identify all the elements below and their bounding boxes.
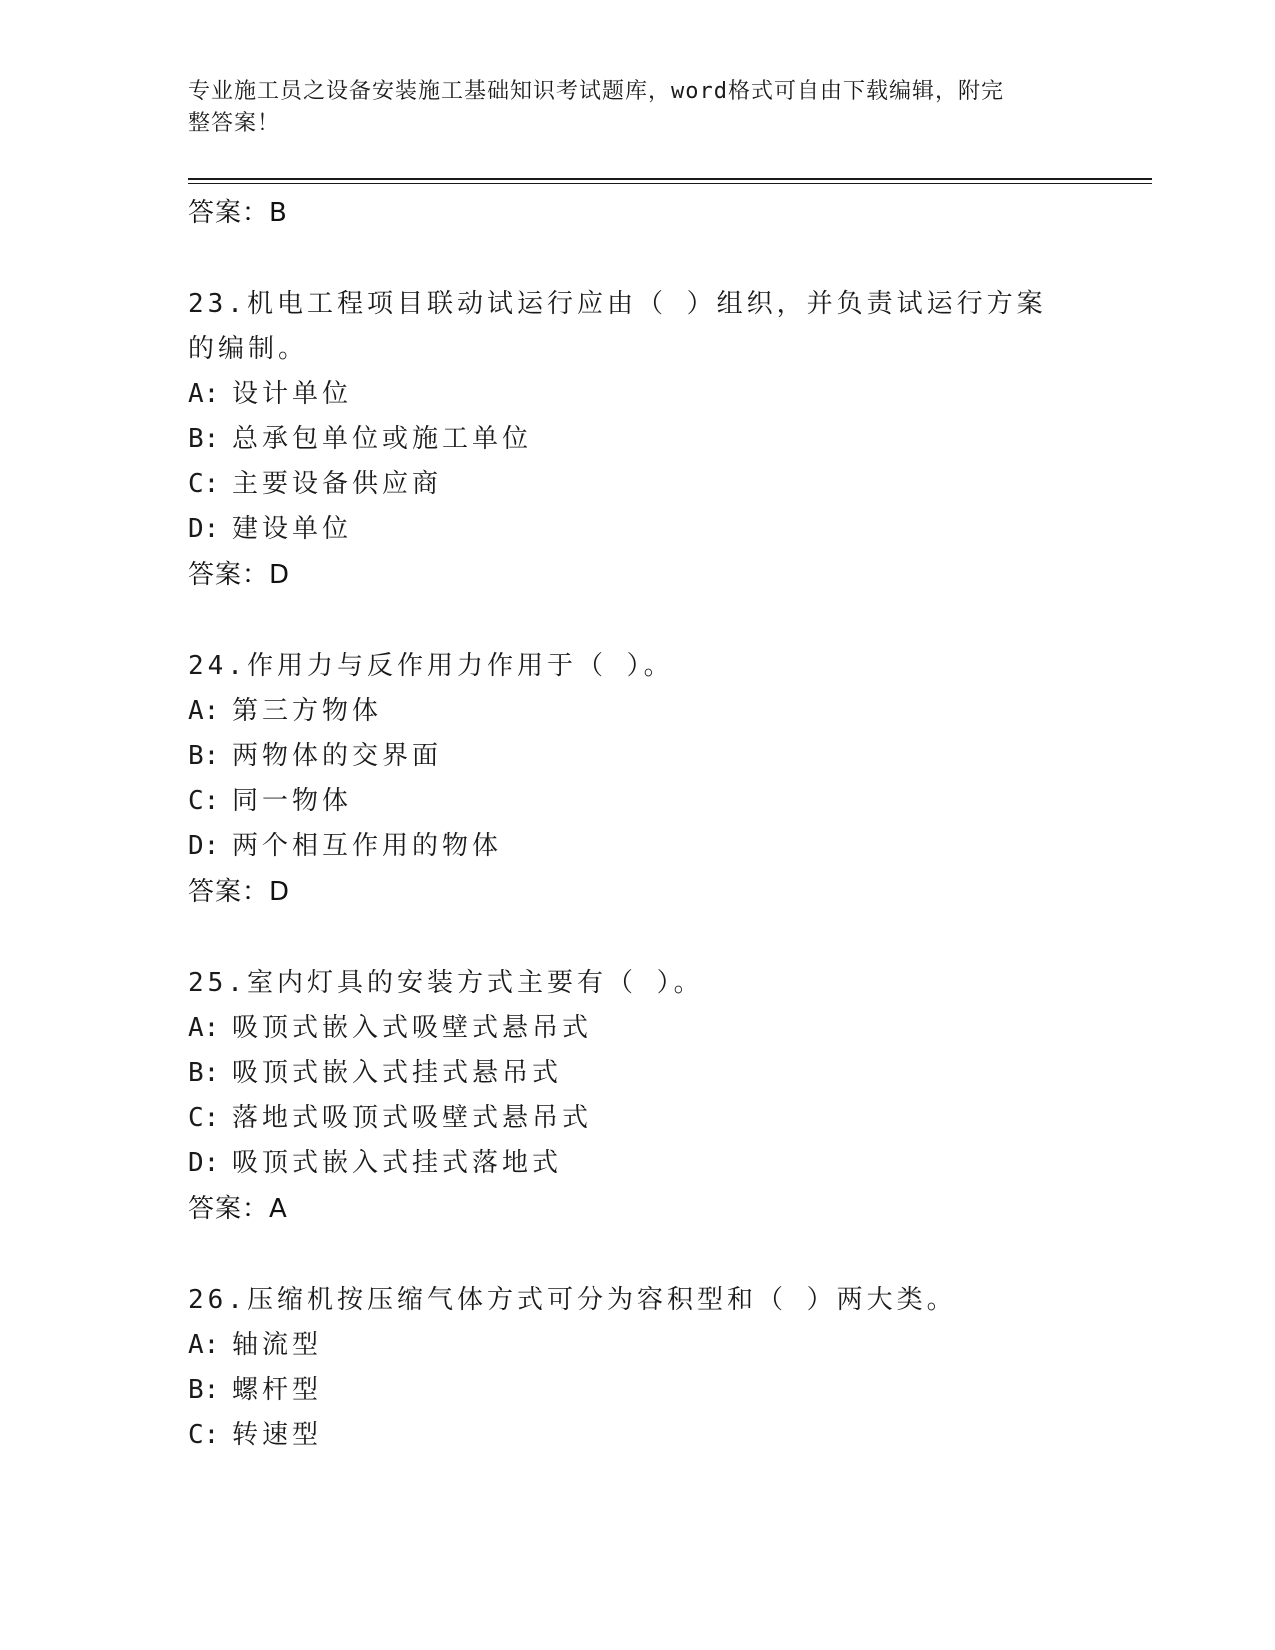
option-text: 螺杆型 [232,1375,323,1405]
question-item-23 [188,282,1088,598]
question-item-25 [188,961,1088,1232]
option-letter: C: [188,469,220,499]
option-text: 总承包单位或施工单位 [232,424,533,454]
option-text: 同一物体 [232,786,353,816]
option-text: 吸顶式嵌入式挂式落地式 [232,1148,563,1178]
option-text: 两个相互作用的物体 [232,831,503,861]
option-text: 第三方物体 [232,696,383,726]
question-stem: 25.室内灯具的安装方式主要有（ ）。 [188,968,704,998]
option-c [188,779,1088,824]
option-a [188,689,1088,734]
option-letter: A: [188,1330,220,1360]
header-divider-thin [188,183,1152,184]
question-item-24 [188,644,1088,915]
option-text: 主要设备供应商 [232,469,443,499]
option-letter: B: [188,424,220,454]
question-item-26 [188,1278,1088,1458]
option-b [188,734,1088,779]
option-letter: C: [188,786,220,816]
option-a [188,372,1088,417]
header-line-1: 专业施工员之设备安装施工基础知识考试题库，word格式可自由下载编辑，附完 [188,79,1004,104]
header-divider-thick [188,178,1152,180]
option-b [188,1368,1088,1413]
option-text: 两物体的交界面 [232,741,443,771]
document-header [188,76,1068,140]
option-letter: B: [188,741,220,771]
option-letter: C: [188,1420,220,1450]
answer-line: 答案：D [188,560,291,590]
option-c [188,462,1088,507]
question-stem: 24.作用力与反作用力作用于（ ）。 [188,651,674,681]
option-text: 建设单位 [232,514,353,544]
option-text: 吸顶式嵌入式挂式悬吊式 [232,1058,563,1088]
option-a [188,1323,1088,1368]
option-letter: D: [188,831,220,861]
option-letter: A: [188,379,220,409]
header-line-2: 整答案！ [188,111,281,136]
question-stem: 26.压缩机按压缩气体方式可分为容积型和（ ）两大类。 [188,1285,957,1315]
option-b [188,1051,1088,1096]
option-text: 转速型 [232,1420,323,1450]
option-d [188,507,1088,552]
option-d [188,1141,1088,1186]
answer-line-previous: 答案：B [188,198,288,228]
option-letter: B: [188,1375,220,1405]
option-letter: D: [188,514,220,544]
option-c [188,1096,1088,1141]
option-letter: A: [188,1013,220,1043]
question-stem: 23.机电工程项目联动试运行应由（ ）组织，并负责试运行方案的编制。 [188,289,1047,364]
answer-line: 答案：D [188,877,291,907]
option-text: 吸顶式嵌入式吸壁式悬吊式 [232,1013,593,1043]
option-a [188,1006,1088,1051]
answer-line: 答案：A [188,1194,288,1224]
option-letter: C: [188,1103,220,1133]
option-letter: D: [188,1148,220,1178]
option-d [188,824,1088,869]
option-letter: B: [188,1058,220,1088]
option-text: 设计单位 [232,379,353,409]
option-b [188,417,1088,462]
option-c [188,1413,1088,1458]
option-letter: A: [188,696,220,726]
option-text: 落地式吸顶式吸壁式悬吊式 [232,1103,593,1133]
question-list [188,190,1088,1458]
option-text: 轴流型 [232,1330,323,1360]
